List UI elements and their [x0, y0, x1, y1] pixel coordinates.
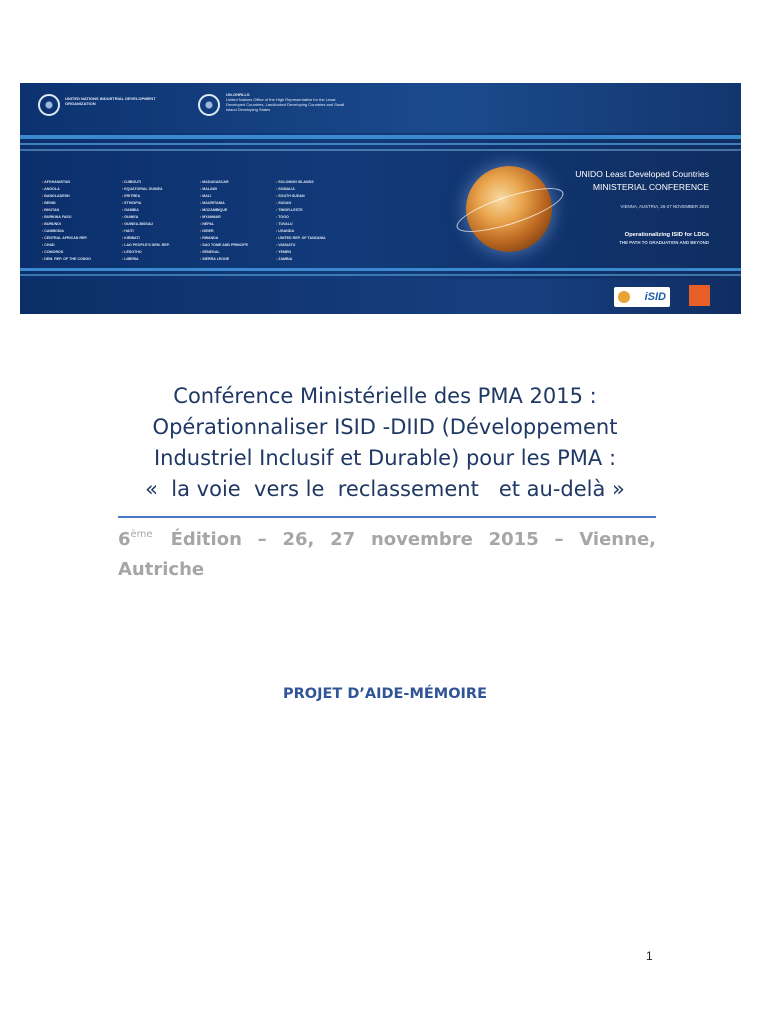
country-name: • COMOROS: [42, 249, 91, 256]
country-name: • MOZAMBIQUE: [200, 207, 248, 214]
ohrlls-org-name: [226, 92, 346, 112]
country-name: • UNITED REP. OF TANZANIA: [276, 235, 326, 242]
country-name: • SIERRA LEONE: [200, 256, 248, 263]
country-name: • TOGO: [276, 214, 326, 221]
country-name: • CAMBODIA: [42, 228, 91, 235]
edition-number: 6: [118, 529, 131, 550]
country-name: • CENTRAL AFRICAN REP.: [42, 235, 91, 242]
country-name: • NIGER: [200, 228, 248, 235]
title-line-1: Conférence Ministérielle des PMA 2015 :: [173, 384, 597, 408]
conference-subtagline: THE PATH TO GRADUATION AND BEYOND: [619, 240, 709, 245]
country-name: • GUINEA-BISSAU: [122, 221, 170, 228]
country-name: • MAURITANIA: [200, 200, 248, 207]
country-name: • SUDAN: [276, 200, 326, 207]
conference-title-line-1: UNIDO Least Developed Countries: [575, 169, 709, 179]
banner-stripe: [20, 268, 741, 271]
country-name: • ANGOLA: [42, 186, 91, 193]
unido-org-name: UNITED NATIONS INDUSTRIAL DEVELOPMENT ORGANIZATION: [65, 96, 156, 106]
banner-header: [20, 83, 741, 133]
country-name: • LAO PEOPLE'S DEM. REP.: [122, 242, 170, 249]
country-name: • SOUTH SUDAN: [276, 193, 326, 200]
ohrlls-name: UN-OHRLLS: [226, 92, 250, 97]
banner-stripe: [20, 274, 741, 276]
country-list-col-4: [276, 179, 326, 263]
country-name: • TIMOR-LESTE: [276, 207, 326, 214]
country-name: • MALAWI: [200, 186, 248, 193]
sdg-goal-icon: [689, 285, 710, 306]
un-ohrlls-logo-icon: [198, 94, 220, 116]
country-name: • TUVALU: [276, 221, 326, 228]
country-name: • YEMEN: [276, 249, 326, 256]
country-name: • AFGHANISTAN: [42, 179, 91, 186]
conference-tagline: Operationalizing ISID for LDCs: [624, 232, 709, 238]
country-name: • GUINEA: [122, 214, 170, 221]
country-name: • ERITREA: [122, 193, 170, 200]
conference-banner: [20, 83, 741, 314]
country-name: • BURKINA FASO: [42, 214, 91, 221]
title-line-2: Opérationnaliser ISID -DIID (Développement: [152, 415, 618, 439]
country-list-col-2: [122, 179, 170, 263]
country-name: • MADAGASCAR: [200, 179, 248, 186]
country-name: • KIRIBATI: [122, 235, 170, 242]
page-number: 1: [646, 949, 653, 963]
country-name: • VANUATU: [276, 242, 326, 249]
country-name: • UGANDA: [276, 228, 326, 235]
country-name: • SENEGAL: [200, 249, 248, 256]
globe-icon: [466, 166, 552, 252]
banner-stripe: [20, 135, 741, 139]
country-name: • SAO TOME AND PRINCIPE: [200, 242, 248, 249]
country-name: • DEM. REP. OF THE CONGO: [42, 256, 91, 263]
country-list-col-3: [200, 179, 248, 263]
edition-details: Édition – 26, 27 novembre 2015 – Vienne, Autriche: [118, 529, 656, 580]
country-name: • HAITI: [122, 228, 170, 235]
banner-stripe: [20, 143, 741, 145]
country-name: • BURUNDI: [42, 221, 91, 228]
country-name: • DJIBOUTI: [122, 179, 170, 186]
isid-logo: [614, 287, 670, 307]
conference-title: [575, 168, 709, 194]
country-name: • LIBERIA: [122, 256, 170, 263]
edition-ordinal: ème: [130, 529, 153, 540]
country-name: • BHUTAN: [42, 207, 91, 214]
isid-logo-icon: [618, 291, 630, 303]
country-name: • BANGLADESH: [42, 193, 91, 200]
conference-date: VIENNA, AUSTRIA, 26-27 NOVEMBER 2015: [620, 204, 709, 209]
country-name: • RWANDA: [200, 235, 248, 242]
country-name: • GAMBIA: [122, 207, 170, 214]
country-name: • ZAMBIA: [276, 256, 326, 263]
country-name: • SOMALIA: [276, 186, 326, 193]
conference-title-line-2: MINISTERIAL CONFERENCE: [592, 182, 709, 192]
country-name: • EQUATORIAL GUINEA: [122, 186, 170, 193]
title-line-4: « la voie vers le reclassement et au-delà »: [145, 477, 625, 501]
country-name: • MYANMAR: [200, 214, 248, 221]
isid-logo-text: iSID: [644, 291, 666, 303]
country-name: • MALI: [200, 193, 248, 200]
document-title: [90, 381, 680, 505]
title-underline: [118, 516, 656, 518]
country-name: • ETHIOPIA: [122, 200, 170, 207]
country-name: • SOLOMON ISLANDS: [276, 179, 326, 186]
edition-line: [118, 520, 656, 585]
unido-logo-icon: [38, 94, 60, 116]
document-subtitle: PROJET D’AIDE-MÉMOIRE: [282, 686, 488, 702]
country-name: • BENIN: [42, 200, 91, 207]
country-list-col-1: [42, 179, 91, 263]
title-line-3: Industriel Inclusif et Durable) pour les PMA :: [153, 446, 617, 470]
banner-stripe: [20, 149, 741, 151]
ohrlls-subtitle: United Nations Office of the High Representative for the Least Developed Countries, Landlocked Developing Countries and Small Island Developing States: [226, 97, 345, 112]
country-name: • NEPAL: [200, 221, 248, 228]
country-name: • CHAD: [42, 242, 91, 249]
country-name: • LESOTHO: [122, 249, 170, 256]
